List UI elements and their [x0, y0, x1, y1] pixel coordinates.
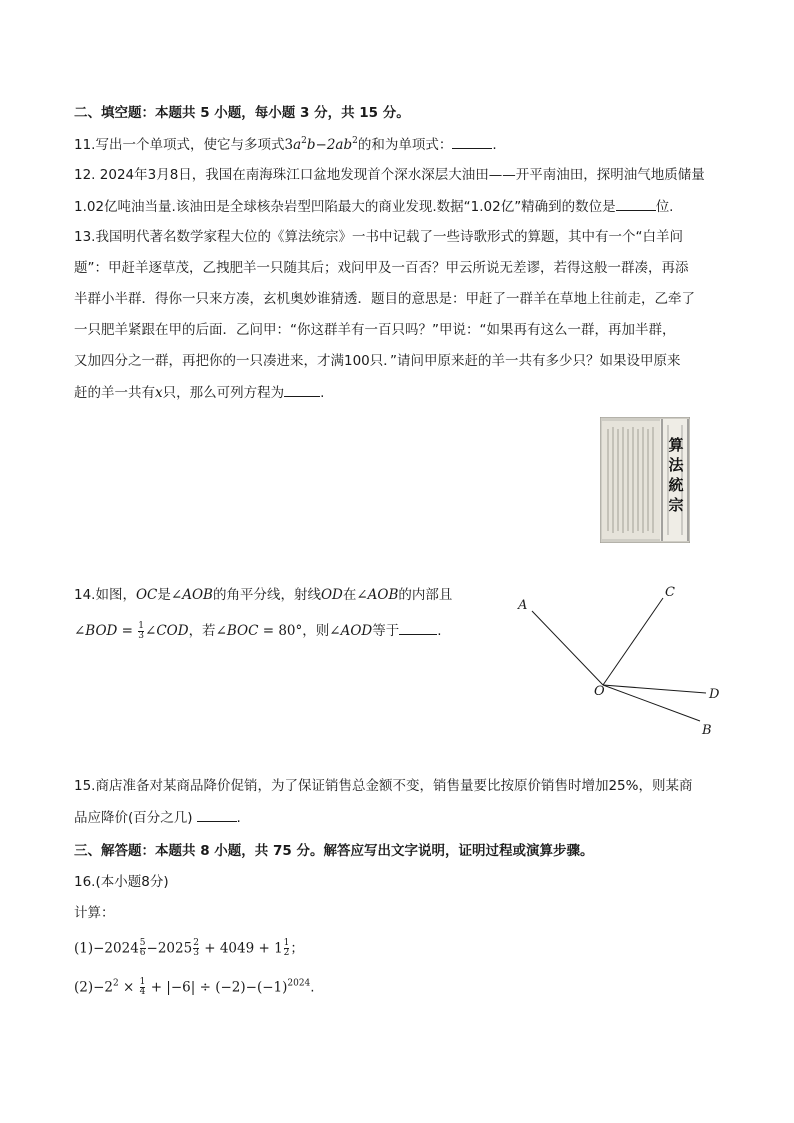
question-16-part1 [74, 939, 304, 958]
q11-prefix: 11.写出一个单项式，使它与多项式 [74, 137, 285, 153]
q11-poly-coef: 3 [284, 137, 294, 153]
question-14-line2 [74, 621, 442, 641]
q14-prefix: 14.如图， [74, 587, 136, 603]
q14-mid2: 的角平分线，射线 [212, 587, 321, 603]
section-3-heading: 三、解答题：本题共 8 小题，共 75 分。解答应写出文字说明，证明过程或演算步骤。 [74, 843, 594, 859]
q16-p2-term-c: + |−6| ÷ (−2)−(−1) [146, 979, 288, 996]
q16-p1-frac-c [284, 939, 290, 958]
q11-poly-b: b−2 [306, 137, 336, 153]
book-title [668, 435, 684, 515]
q14-end: . [437, 623, 442, 639]
book-title-char: 宗 [668, 496, 684, 514]
question-16-part2 [74, 978, 315, 997]
question-13-line4: 一只肥羊紧跟在甲的后面．乙问甲：“你这群羊有一百只吗？”甲说：“如果再有这么一群，再加半群， [74, 322, 676, 338]
q16-p2-term-a: −2 [93, 979, 114, 996]
q14-angle-bod: ∠BOD [74, 623, 118, 639]
ray-od [603, 685, 706, 693]
q16-p1-frac-b-num: 2 [193, 938, 199, 948]
ray-oc [603, 598, 663, 685]
q14-ray-oc: OC [135, 587, 158, 603]
question-12-line1: 12. 2024年3月8日，我国在南海珠江口盆地发现首个深水深层大油田——开平南油田，探明油气地质储量 [74, 167, 705, 183]
q14-angle-boc: ∠BOC [215, 623, 259, 639]
q16-p2-exp-c: 2024 [287, 978, 311, 989]
ray-oa [532, 611, 603, 685]
book-title-char: 算 [668, 436, 684, 454]
q16-p2-frac [140, 978, 146, 997]
question-14-line1 [74, 586, 452, 604]
q11-poly-exp1: 2 [301, 136, 307, 146]
question-13-line1: 13.我国明代著名数学家程大位的《算法统宗》一书中记载了一些诗歌形式的算题，其中有一个“白羊问 [74, 229, 683, 245]
q13-end: . [320, 385, 325, 401]
q16-p2-frac-num: 1 [139, 977, 146, 987]
q14-line2-mid: ，若 [188, 623, 216, 639]
book-title-char: 法 [668, 456, 684, 474]
book-cover-image [600, 417, 690, 543]
q14-eq2: = 80° [258, 623, 303, 639]
q16-p2-times: × [118, 979, 139, 996]
q14-ray-od: OD [320, 587, 343, 603]
q13-var-x: x [155, 385, 163, 401]
label-b: B [702, 723, 712, 738]
q14-angle-aob-2: ∠AOB [356, 587, 399, 603]
question-16-intro: 计算： [74, 905, 115, 921]
q11-answer-blank[interactable] [452, 135, 492, 149]
q14-line2-mid2: ，则 [302, 623, 330, 639]
q16-p1-frac-b-den: 3 [193, 948, 199, 958]
q16-p1-frac-c-den: 2 [283, 948, 290, 958]
q11-poly-ab: ab [335, 137, 353, 153]
q16-p1-frac-a [140, 939, 146, 958]
q16-p2-end: . [310, 979, 315, 996]
section-2-heading: 二、填空题：本题共 5 小题，每小题 3 分，共 15 分。 [74, 105, 410, 121]
q16-p1-frac-c-num: 1 [283, 938, 290, 948]
label-d: D [709, 687, 720, 702]
q14-angle-cod: ∠COD [145, 623, 189, 639]
q14-frac-num: 1 [138, 620, 145, 631]
question-13-line6 [74, 383, 324, 402]
q14-fraction [138, 622, 144, 641]
q13-line6-prefix: 赶的羊一共有 [74, 385, 155, 401]
q16-p2-label: (2) [74, 979, 94, 996]
q16-p2-exp-a: 2 [113, 978, 119, 989]
label-o: O [594, 684, 605, 699]
ray-ob [603, 685, 700, 721]
q14-line2-suffix: 等于 [372, 623, 400, 639]
q16-p1-term-c: + 4049 + 1 [199, 940, 283, 957]
q16-p2-frac-den: 4 [139, 987, 146, 997]
label-a: A [518, 598, 528, 613]
q15-line2-prefix: 品应降价(百分之几) [74, 810, 193, 826]
question-11 [74, 135, 497, 154]
q12-answer-blank[interactable] [616, 197, 656, 211]
q12-line2-prefix: 1.02亿吨油当量.该油田是全球核杂岩型凹陷最大的商业发现.数据“1.02亿”精确到的数位是 [74, 199, 616, 215]
q11-poly-exp2: 2 [352, 136, 358, 146]
question-13-line5: 又加四分之一群，再把你的一只凑进来，才满100只．”请问甲原来赶的羊一共有多少只？如果设甲原来 [74, 353, 681, 369]
q15-end: . [236, 810, 241, 826]
q11-suffix: 的和为单项式： [357, 137, 453, 153]
q13-line6-suffix: 只，那么可列方程为 [162, 385, 285, 401]
q16-p1-frac-a-den: 6 [139, 948, 146, 958]
q16-p1-frac-b [193, 939, 199, 958]
q16-p1-frac-a-num: 5 [139, 938, 146, 948]
angle-figure-svg [508, 578, 738, 743]
question-15-line2 [74, 808, 241, 827]
q16-p1-end: ； [290, 940, 304, 957]
q14-line1-suffix: 的内部且 [398, 587, 453, 603]
q13-answer-blank[interactable] [284, 383, 320, 397]
q11-end: . [492, 137, 497, 153]
question-13-line3: 半群小半群．得你一只来方凑，玄机奥妙谁猜透．题目的意思是：甲赶了一群羊在草地上往前走，乙牵了 [74, 291, 695, 307]
question-12-line2 [74, 197, 673, 216]
q14-answer-blank[interactable] [399, 621, 437, 635]
angle-figure [508, 578, 738, 747]
q14-frac-den: 3 [138, 630, 145, 641]
q14-angle-aod: ∠AOD [329, 623, 373, 639]
q16-p1-term-b: −2025 [146, 940, 193, 957]
question-15-line1: 15.商店准备对某商品降价促销，为了保证销售总金额不变，销售量要比按原价销售时增加25%，则某商 [74, 778, 693, 794]
q14-mid1: 是 [157, 587, 171, 603]
q12-line2-suffix: 位. [655, 199, 674, 215]
question-13-line2: 题”：甲赶羊逐草茂，乙拽肥羊一只随其后；戏问甲及一百否？甲云所说无差谬，若得这般一群凑，再添 [74, 260, 689, 276]
q15-answer-blank[interactable] [197, 808, 237, 822]
q14-eq1: = [117, 623, 138, 639]
q16-p1-label: (1) [74, 940, 94, 957]
q14-mid3: 在 [342, 587, 357, 603]
label-c: C [665, 585, 675, 600]
q14-angle-aob: ∠AOB [170, 587, 213, 603]
question-16-title: 16.(本小题8分) [74, 874, 169, 890]
book-title-char: 統 [668, 476, 684, 494]
q11-poly-a: a [293, 137, 302, 153]
q16-p1-term-a: −2024 [93, 940, 139, 957]
